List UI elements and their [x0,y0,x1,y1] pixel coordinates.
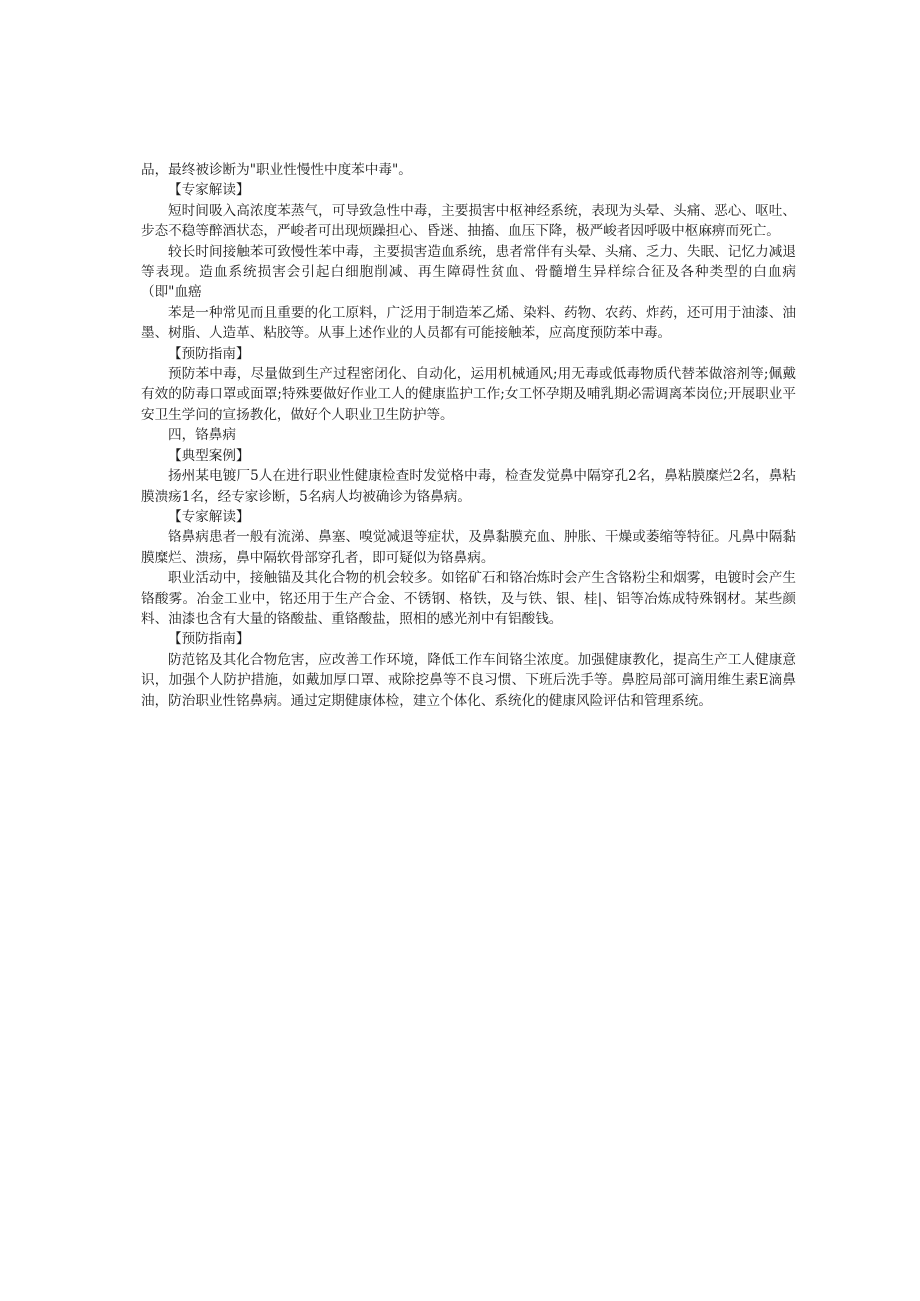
paragraph-benzene-uses: 苯是一种常见而且重要的化工原料，广泛用于制造苯乙烯、染料、药物、农药、炸药，还可用于油漆、油墨、树脂、人造革、粘胶等。从事上述作业的人员都有可能接触苯，应高度预防苯中毒。 [141,304,796,342]
paragraph-chronic-poisoning: 较长时间接触苯可致慢性苯中毒，主要损害造血系统，患者常伴有头晕、头痛、乏力、失眠、记忆力减退等表现。造血系统损害会引起白细胞削减、再生障碍性贫血、骨髓增生异样综合征及各种类型的白血病（即"血癌 [141,243,796,301]
paragraph-benzene-prevention: 预防苯中毒，尽量做到生产过程密闭化、自动化，运用机械通风;用无毒或低毒物质代替苯做溶剂等;佩戴有效的防毒口罩或面罩;特殊要做好作业工人的健康监护工作;女工怀孕期及哺乳期必需调离苯岗位;开展职业平安卫生学问的宣扬教化，做好个人职业卫生防护等。 [141,366,796,423]
heading-prevention-guide-2: 【预防指南】 [168,631,250,648]
section-title-chrome-nose: 四，铬鼻病 [168,427,236,444]
paragraph-diagnosis-end: 品，最终被诊断为"职业性慢性中度苯中毒"。 [141,162,412,178]
paragraph-acute-poisoning: 短时间吸入高浓度苯蒸气，可导致急性中毒，主要损害中枢神经系统，表现为头晕、头痛、恶心、呕吐、步态不稳等醉酒状态，严峻者可出现烦躁担心、昏迷、抽搐、血压下降，极严峻者因呼吸中枢麻痹而死亡。 [141,202,796,240]
document-body [141,160,796,711]
heading-expert-interpretation-2: 【专家解读】 [168,508,250,525]
paragraph-chrome-exposure: 职业活动中，接触锚及其化合物的机会较多。如铭矿石和铬冶炼时会产生含铬粉尘和烟雾，电镀时会产生铬酸雾。冶金工业中，铭还用于生产合金、不锈钢、格铁，及与铁、银、桂|、铝等冶炼成特殊钢材。某些颜料、油漆也含有大量的铬酸盐、重铬酸盐，照相的感光剂中有铝酸钱。 [141,570,796,627]
heading-prevention-guide: 【预防指南】 [168,345,250,362]
heading-typical-case: 【典型案例】 [168,447,250,464]
paragraph-case-description: 扬州某电镀厂5人在进行职业性健康检查时发觉格中毒，检查发觉鼻中隔穿孔2名，鼻粘膜糜烂2名，鼻粘膜溃疡1名，经专家诊断，5名病人均被确诊为铬鼻病。 [141,468,796,505]
paragraph-chrome-prevention: 防范铭及其化合物危害，应改善工作环境，降低工作车间铬尘浓度。加强健康教化，提高生产工人健康意识，加强个人防护措施，如戴加厚口罩、戒除挖鼻等不良习惯、下班后洗手等。鼻腔局部可滴用维生素E滴鼻油，防治职业性铭鼻病。通过定期健康体检，建立个体化、系统化的健康风险评估和管理系统。 [141,651,796,709]
heading-expert-interpretation: 【专家解读】 [168,182,250,199]
paragraph-chrome-symptoms: 铬鼻病患者一般有流涕、鼻塞、嗅觉减退等症状，及鼻黏膜充血、肿胀、干燥或萎缩等特征。凡鼻中隔黏膜糜烂、溃疡，鼻中隔软骨部穿孔者，即可疑似为铬鼻病。 [141,529,796,566]
